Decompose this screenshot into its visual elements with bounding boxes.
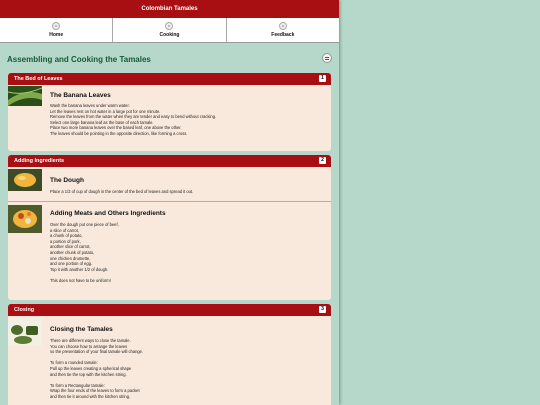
menu-button[interactable] <box>322 53 332 63</box>
section-header[interactable] <box>8 155 331 167</box>
list-item[interactable] <box>8 316 331 405</box>
item-title: Closing the Tamales <box>50 326 113 333</box>
section-bed-of-leaves <box>8 73 331 151</box>
item-text: Wash the banana leaves under warm water. Let the leaves rest on hot water in a large pot for one minute. Remove the leaves from the water when they are tender and easy to bend without cracking. Select one large banana leaf as the base of each tamale. Place two more banana leaves over the based leaf, one above the other. The leaves should be pointing in the opposite direction, like forming a cross. <box>50 103 217 136</box>
item-text: Place a 1/2 of cup of dough in the center of the bed of leaves and spread it out. <box>50 189 194 194</box>
feedback-icon <box>279 22 287 30</box>
tab-feedback[interactable] <box>227 18 339 42</box>
list-item[interactable] <box>8 202 331 300</box>
item-text: Over the dough put one piece of beef, a slice of carrot, a chunk of potato, a portion of pork, another slice of carrot, another chunk of potato, one chicken drumette, and one portion of egg. Top it with another 1/2 of dough. This does not have to be uniform! <box>50 222 119 283</box>
home-icon <box>52 22 60 30</box>
section-title: The Bed of Leaves <box>14 76 63 82</box>
dough-photo <box>8 169 42 191</box>
tab-cooking-label: Cooking <box>159 32 180 38</box>
section-number: 1 <box>319 75 326 82</box>
item-title: Adding Meats and Others Ingredients <box>50 210 166 217</box>
section-adding-ingredients <box>8 155 331 300</box>
section-header[interactable] <box>8 73 331 85</box>
item-text: There are different ways to close the tamale. You can choose how to arrange the leaves so the presentation of your final tamale will change. To form a rounded tamale: Pull up the leaves creating a spherical shape and then tie the top with the kitchen string. To form a Rectangular tamale: Wrap the four ends of the leaves to form a packet and then tie it around with the kitchen string. <box>50 338 144 399</box>
tab-home[interactable] <box>0 18 113 42</box>
tab-bar <box>0 18 339 43</box>
tab-feedback-label: Feedback <box>271 32 295 38</box>
section-title: Closing <box>14 307 35 313</box>
cooking-icon <box>165 22 173 30</box>
page-title: Assembling and Cooking the Tamales <box>7 55 151 64</box>
tab-home-label: Home <box>49 32 64 38</box>
closed-tamales-photo <box>8 318 42 346</box>
section-closing <box>8 304 331 405</box>
section-number: 3 <box>319 306 326 313</box>
item-title: The Banana Leaves <box>50 92 111 99</box>
list-item[interactable] <box>8 167 331 202</box>
list-item[interactable] <box>8 85 331 151</box>
main-content[interactable] <box>0 43 339 405</box>
section-number: 2 <box>319 157 326 164</box>
section-title: Adding Ingredients <box>14 158 65 164</box>
item-title: The Dough <box>50 177 84 184</box>
banana-leaves-photo <box>8 86 42 106</box>
app-title: Colombian Tamales <box>0 0 339 18</box>
meats-photo <box>8 205 42 233</box>
tab-cooking[interactable] <box>113 18 226 42</box>
section-header[interactable] <box>8 304 331 316</box>
